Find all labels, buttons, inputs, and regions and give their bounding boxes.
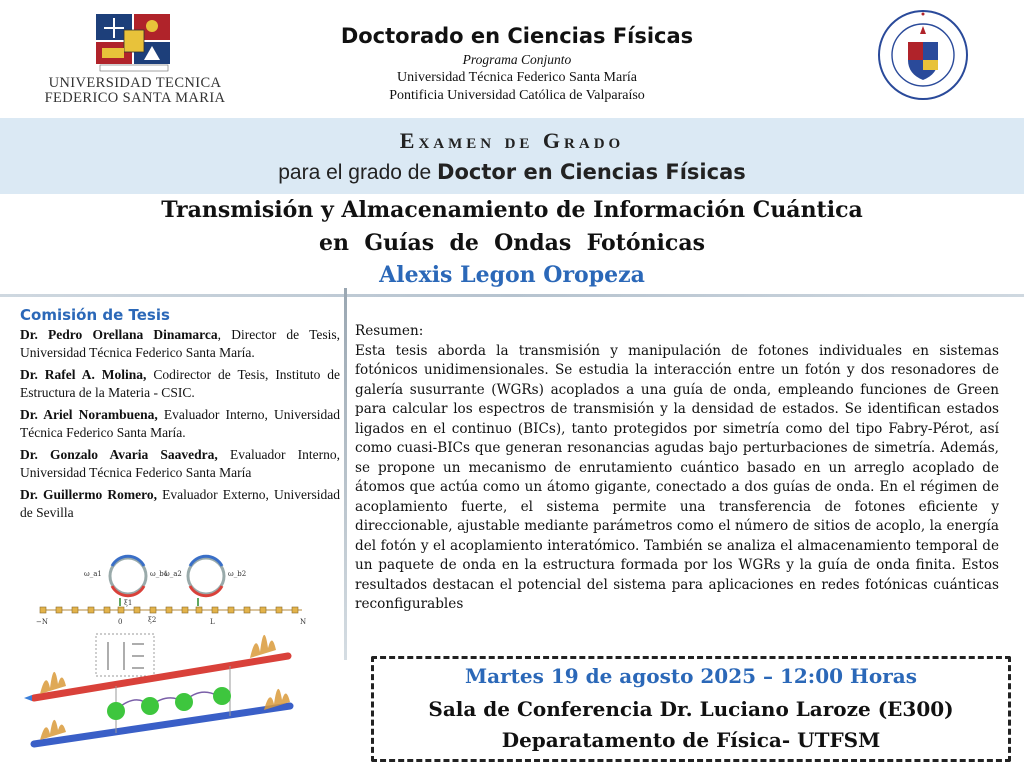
committee-member <box>20 326 340 362</box>
degree-line <box>0 160 1024 185</box>
abstract-text: Esta tesis aborda la transmisión y manipulación de fotones individuales en sistemas fotónicos unidimensionales. Se estudia la interacción entre un fotón y dos resonadores de galería susurrante (WGRs) acoplados a una guía de onda, empleando funciones de Green para calcular los espectros de transmisión y la densidad de estados. Se identifican estados ligados en el continuo (BICs), tanto protegidos por simetría como del tipo Fabry-Pérot, así como cuasi-BICs que generan resonancias agudas bajo perturbaciones de simetría. Además, se propone un mecanismo de enrutamiento cuántico basado en un arreglo acoplado de átomos que actúa como un átomo gigante, conectado a dos guías de onda. En el régimen de acoplamiento fuerte, el sistema permite una transferencia de fotones eficiente y direccionable, ajustable mediante parámetros como el número de sitios de acoplo, la energía del fotón y el acoplamiento interatómico. También se analiza el almacenamiento temporal de un paquete de onda en la estructura formada por los WGRs y la guía de onda finita. Estos resultados destacan el potencial del sistema para aplicaciones en redes fotónicas cuánticas reconfigurables <box>355 342 999 612</box>
thesis-title-line2: en Guías de Ondas Fotónicas <box>319 230 705 256</box>
figure-label: ξ2 <box>148 616 157 624</box>
exam-title: Examen de Grado <box>399 128 625 153</box>
figure-label: ω_a1 <box>84 570 102 578</box>
event-room: Sala de Conferencia Dr. Luciano Laroze (E300) <box>428 697 954 721</box>
figure-label: 0 <box>118 618 123 626</box>
vertical-divider <box>344 288 347 660</box>
author-name: Alexis Legon Oropeza <box>379 262 645 288</box>
physics-schematic-figure <box>20 548 340 753</box>
member-name: Dr. Ariel Norambuena, <box>20 407 158 422</box>
program-title: Doctorado en Ciencias Físicas <box>340 24 694 48</box>
university-1: Universidad Técnica Federico Santa María <box>397 70 637 85</box>
university-2: Pontificia Universidad Católica de Valparaíso <box>389 88 645 103</box>
utfsm-shield-icon <box>94 12 174 72</box>
thesis-title-line1: Transmisión y Almacenamiento de Información Cuántica <box>161 197 863 223</box>
committee-member <box>20 486 340 522</box>
member-role: Codirector de Tesis, Instituto de Estructura de la Materia - CSIC. <box>20 367 340 400</box>
member-role: Evaluador Externo, Universidad de Sevilla <box>20 487 340 520</box>
committee-title: Comisión de Tesis <box>20 306 170 324</box>
utfsm-name-line2: FEDERICO SANTA MARIA <box>44 90 226 106</box>
utfsm-name-line1: UNIVERSIDAD TECNICA <box>48 75 222 91</box>
horizontal-divider <box>0 294 1024 297</box>
member-name: Dr. Rafel A. Molina, <box>20 367 147 382</box>
event-date: Martes 19 de agosto 2025 – 12:00 Horas <box>465 664 917 688</box>
figure-label: ω_b1 <box>150 570 169 578</box>
thesis-title <box>0 194 1024 260</box>
degree-prefix: para el grado de <box>278 161 438 184</box>
committee-member <box>20 406 340 442</box>
program-header <box>300 24 734 104</box>
member-role: , Director de Tesis, Universidad Técnica Federico Santa María. <box>20 327 340 360</box>
committee-member <box>20 366 340 402</box>
member-name: Dr. Pedro Orellana Dinamarca <box>20 327 218 342</box>
member-role: Evaluador Interno, Universidad Técnica Federico Santa María. <box>20 407 340 440</box>
abstract-heading: Resumen: <box>355 323 424 339</box>
figure-label: L <box>210 618 215 626</box>
committee-section <box>20 306 340 526</box>
figure-label: ξ1 <box>124 599 133 607</box>
figure-label: ω_a2 <box>164 570 182 578</box>
abstract-section <box>355 322 999 615</box>
member-role: Evaluador Interno, Universidad Técnica Federico Santa María <box>20 447 340 480</box>
figure-label: −N <box>36 618 48 626</box>
figure-label: N <box>300 618 307 626</box>
utfsm-logo-text <box>44 76 226 106</box>
program-subtitle: Programa Conjunto <box>462 52 572 67</box>
utfsm-logo <box>44 10 226 110</box>
degree-name: Doctor en Ciencias Físicas <box>437 160 746 184</box>
member-name: Dr. Guillermo Romero, <box>20 487 158 502</box>
pucv-seal-icon <box>876 8 970 102</box>
committee-member <box>20 446 340 482</box>
event-department: Deparatamento de Física- UTFSM <box>501 728 881 752</box>
figure-label: ω_b2 <box>228 570 247 578</box>
member-name: Dr. Gonzalo Avaria Saavedra, <box>20 447 218 462</box>
